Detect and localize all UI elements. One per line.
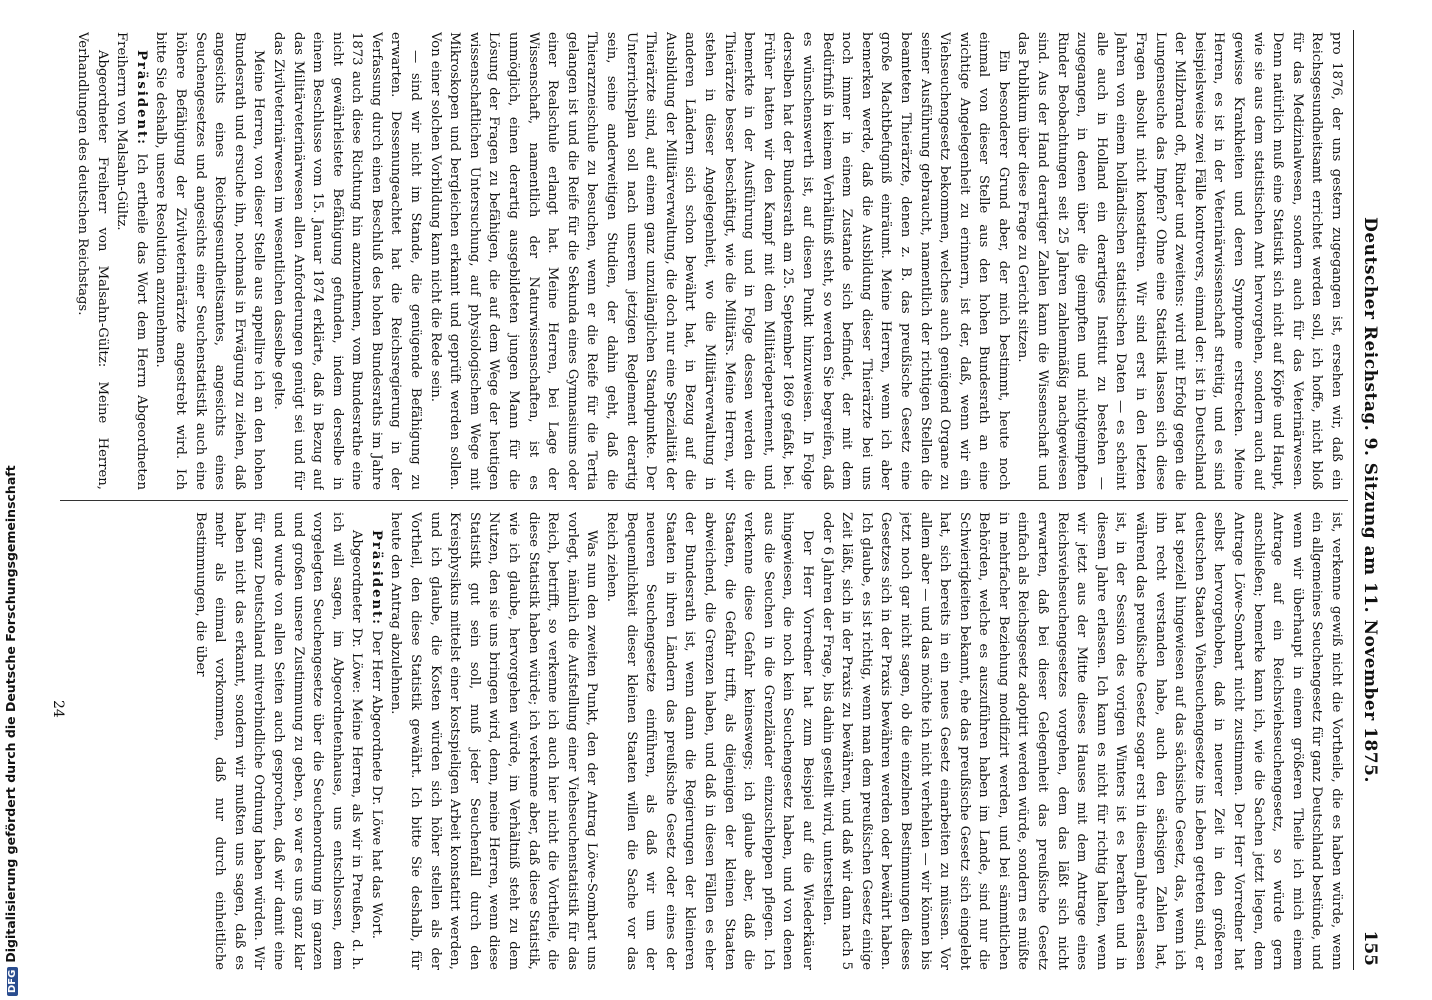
- paragraph-text: — sind wir nicht im Stande, die genügende Befähigung zu erwarten. Dessenungeachtet hat die Reichsregierung in der Verfassung durch einen Beschluß des hohen Bundesraths im Jahre 1873 auch diese Richtung hin anzunehmen, vom Bundesrathe eine nicht gewährleistete Befähigung gefunden, indem derselbe in einem Beschlusse vom 15. Januar 1874 erklärte, daß in Bezug auf das Militärveterinärwesen allen Anforderungen genügt sei und für das Zivilveterinärwesen im wesentlichen dasselbe gelte.: [270, 32, 424, 490]
- paragraph-text: ist, verkenne gewiß nicht die Vortheile, die es haben würde, wenn ein allgemeines Seuchengesetz für ganz Deutschland bestünde, und wenn wir überhaupt in einem größeren Theile ich mich einem Antrage auf ein Reichsviehseuchengesetz, so würde gern anschließen; bemerke kann ich, wie die Sachen jetzt liegen, dem Antrage Löwe-Sombart nicht zustimmen. Der Herr Vorredner hat selbst hervorgehoben, daß in neuerer Zeit in den größeren deutschen Staaten Viehseuchengesetze ins Leben getreten sind, er hat speziell hingewiesen auf das sächsische Gesetz, das, wenn ich ihn recht verstanden habe, auch den sächsigen Zahlen hat, während das preußische Gesetz sogar erst in diesem Jahre erlassen ist, in der Session des vorigen Winters ist es berathen und in diesem Jahre erlassen. Ich kann es nicht für richtig halten, wenn wir jetzt aus der Mitte dieses Hauses mit dem Antrage eines Reichsviehseuchengesetzes vorgehen, dem das läßt sich nicht erwarten, daß bei dieser Gelegenheit das preußische Gesetz einfach als Reichsgesetz adoptirt werden würde, sondern es müßte in mehrfacher Beziehung modifizirt werden, und bei sämmtlichen Behörden, welche es auszuführen haben im Lande, sind nur die Schwierigkeiten bekannt, ehe das preußische Gesetz sich eingelebt hat, sich bereits in ein neues Gesetz einarbeiten zu müssen. Vor allem aber — und das möchte ich nicht verhehlen — wir können bis jetzt noch gar nicht sagen, ob die einzelnen Bestimmungen dieses Gesetzes sich in der Praxis bewähren werden oder bewährt haben. Ich glaube, es ist richtig, wenn man dem preußischen Gesetz einige Zeit läßt, sich in der Praxis zu bewähren, und daß wir dann nach 5 oder 6 Jahren der Frage, bis dahin gestellt wird, unterstellen.: [819, 512, 1344, 970]
- text-paragraph: [386, 512, 602, 970]
- right-text-column: [70, 512, 1346, 970]
- page-number: 155: [1360, 930, 1380, 966]
- column-divider: [60, 500, 1348, 501]
- text-paragraph: [1013, 32, 1346, 490]
- paragraph-text: Der Herr Vorredner hat zum Beispiel auf die Wiederkäuer hingewiesen, die noch kein Seuchengesetz haben, und von denen aus die Seuchen in die Grenzländer einzuschleppen pflegen. Ich verkenne diese Gefahr keineswegs; ich glaube aber, daß die Staaten, die Gefahr trifft, als diejenigen der kleinen Staaten abweichend, die Grenzen haben, und daß in diesen Fällen es eher der Bundesrath ist, wenn dann die Regierungen der kleineren Staaten in ihren Ländern das preußische Gesetz oder eines der neueren Seuchengesetze einführen, als daß wir um der Bequemlichkeit dieser kleinen Staaten willen die Sache vor das Reich ziehen.: [604, 512, 815, 970]
- paragraph-text: Abgeordneter Dr. Löwe: Meine Herren, als wir in Preußen, d. h. ich will sagen, im Abgeordnetenhause, uns entschlossen, dem vorgelegten Seuchengesetze über die Seuchenordnung im ganzen und großen unsere Zustimmung zu geben, so war es uns ganz klar und wurde von allen Seiten auch gesprochen, daß wir damit eine für ganz Deutschland mitverbindliche Ordnung haben würden. Wir haben nicht das erkannt, sondern wir mußten uns sagen, daß es mehr als einmal vorkommen, daß nur durch einheitliche Bestimmungen, die über: [192, 512, 365, 970]
- funding-note: Digitalisierung gefördert durch die Deutsche Forschungsgemeinschaft: [3, 465, 18, 963]
- paragraph-text: Ich ertheile das Wort dem Herrn Abgeordneten Freiherrn von Malsahn-Gültz.: [114, 32, 149, 490]
- speaker-paragraph: [112, 32, 151, 490]
- paragraph-text: pro 1876, der uns gestern zugegangen ist, ersehen wir, daß ein Reichsgesundheitsamt errichtet werden soll, ich hoffe, nicht bloß für das Medizinalwesen, sondern auch für das Veterinärwesen. Denn natürlich muß eine Statistik sich nicht auf Köpfe und Haupt, wie sie aus dem statistischen Amt hervorgehen, sondern auch auf gewisse Krankheiten und deren Symptome erstrecken. Meine Herren, es ist in der Veterinärwissenschaft streitig, und es sind beispielsweise zwei Fälle kontrovers, einmal der: ist in Deutschland der Milzbrand oft, Rinder und zweitens: wird mit Erfolg gegen die Lungenseuche das Impfen? Ohne eine Statistik lassen sich diese Fragen absolut nicht konstatiren. Wir sind erst in den letzten Jahren von einem holländischen statistischen Daten — es scheint alle auch in Holland ein derartiges Institut zu bestehen — zugegangen, in denen über die geimpften und nichtgeimpften Rinder Beobachtungen seit 25 Jahren zahlenmäßig nachgewiesen sind. Aus der Hand derartiger Zahlen kann die Wissenschaft und das Publikum über diese Frage zu Gericht sitzen.: [1015, 32, 1344, 490]
- text-paragraph: [72, 32, 111, 490]
- paragraph-text: Was nun den zweiten Punkt, den der Antrag Löwe-Sombart uns vorlegt, nämlich die Aufstellung einer Viehseuchenstatistik für das Reich, betrifft, so verkenne ich auch hier nicht die Vortheile, die diese Statistik haben würde; ich verkenne aber, daß diese Statistik, wie ich glaube, hervorgehen würde, im Verhältniß steht zu dem Nutzen, den sie uns bringen wird, denn, meine Herren, wenn diese Statistik gut sein soll, muß jeder Seuchenfall durch den Kreisphysikus mittelst einer kostspieligen Arbeit konstatirt werden, und ich glaube, die Kosten würden sich höher stellen als der Vortheil, den diese Statistik gewährt. Ich bitte Sie deshalb, für heute den Antrag abzulehnen.: [388, 512, 600, 970]
- page-title: Deutscher Reichstag. 9. Sitzung am 11. November 1875.: [1360, 217, 1380, 783]
- speaker-label: Präsident:: [133, 50, 149, 147]
- paragraph-text: Der Herr Abgeordnete Dr. Löwe hat das Wort.: [368, 630, 384, 939]
- speaker-label: Präsident:: [368, 530, 384, 627]
- funding-sidebar: [0, 0, 24, 1000]
- paragraph-text: Abgeordneter Freiherr von Malsahn-Gültz: Meine Herren, Verhandlungen des deutschen Reichstags.: [75, 32, 110, 490]
- text-paragraph: [425, 32, 1013, 490]
- text-paragraph: [601, 512, 817, 970]
- left-text-column: [70, 32, 1346, 490]
- paragraph-text: Ein besonderer Grund aber, der mich bestimmt, heute noch einmal von dieser Stelle aus den hohen Bundesrath an eine wichtige Angelegenheit zu erinnern, ist der, daß, wenn wir ein Viehseuchengesetz bekommen, welches auch genügend Organe zu seiner Ausführung gebraucht, namentlich der richtigen Stellen die beamteten Thierärzte, denen z. B. das preußische Gesetz eine große Machtbefugniß einräumt. Meine Herren, wenn ich aber bemerken werde, daß die Ausbildung dieser Thierärzte bei uns noch immer in einem Zustande sich befindet, der mit dem Bedürfniß in keinem Verhältniß steht, so werden Sie begreifen, daß es wünschenswerth ist, auf diesen Punkt hinzuweisen. In Folge derselben hat der Bundesrath am 25. September 1869 gefaßt, bei. Früher hatten wir den Kampf mit dem Militärdepartement, und bemerkte in der Ausführung und in Folge dessen werden die Thierärzte besser beschäftigt, wie die Militärs. Meine Herren, wir stehen in dieser Angelegenheit, wo die Militärverwaltung in anderen Ländern sich schon bewährt hat, in Bezug auf die Ausbildung der Militärverwaltung, die doch nur eine Spezialität der Thierärzte sind, auf einem ganz unzulänglichen Standpunkte. Der Unterrichtsplan soll nach unserem jetzigen Reglement derartig sein, seine anderweitigen Studien, der dahin geht, daß die Thierarzneischule zu besuchen, wenn er die Reife für die Tertia gelangen ist und die Reife für die Sekunda eines Gymnasiums oder einer Realschule erlangt hat. Meine Herren, bei Lage der Wissenschaft, namentlich der Naturwissenschaften, ist es unmöglich, einen derartig ausgebildeten jungen Mann für die Lösung der Fragen zu befähigen, die auf dem Wege der heutigen wissenschaftlichen Untersuchung, auf physiologischem Wege mit Mikroskopen und bergleichen erkannt und geprüft werden sollen. Von einer solchen Vorbildung kann nicht die Rede sein.: [427, 32, 1011, 490]
- signature-number: 24: [50, 700, 66, 718]
- text-paragraph: [268, 32, 425, 490]
- dfg-logo-icon: DFG: [7, 967, 18, 996]
- page-header: [1353, 30, 1382, 970]
- text-paragraph: [190, 512, 366, 970]
- speaker-paragraph: [366, 512, 386, 970]
- text-paragraph: [817, 512, 1346, 970]
- text-paragraph: [151, 32, 269, 490]
- paragraph-text: Meine Herren, von dieser Stelle aus appellire ich an den hohen Bundesrath und ersuche ihn, nochmals in Erwägung zu ziehen, daß angesichts eines Reichsgesundheitsamtes, angesichts eines Seuchengesetzes und angesichts einer Seuchenstatistik auch eine höhere Befähigung der Zivilveterinärärzte angestrebt wird. Ich bitte Sie deshalb, unsere Resolution anzunehmen.: [153, 32, 267, 490]
